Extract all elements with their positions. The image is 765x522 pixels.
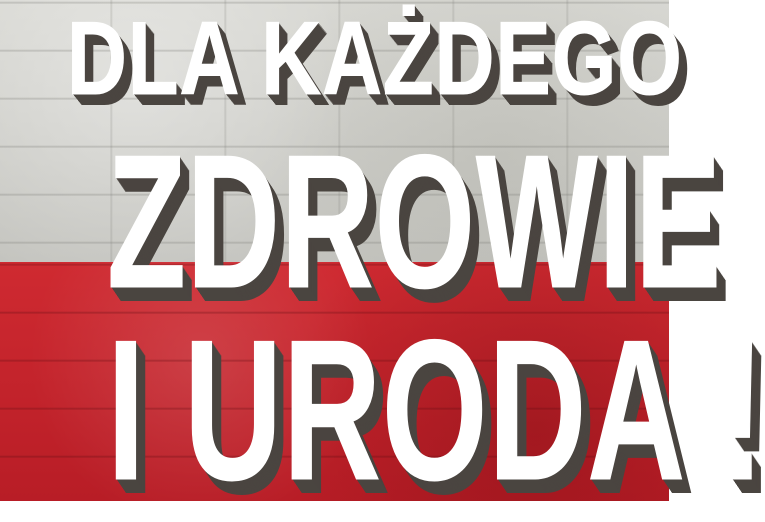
headline-line-1: DLA KAŻDEGO: [66, 1, 683, 117]
headline-line-3: I URODA !: [107, 299, 765, 522]
headline-line-2: ZDROWIE: [107, 116, 722, 328]
